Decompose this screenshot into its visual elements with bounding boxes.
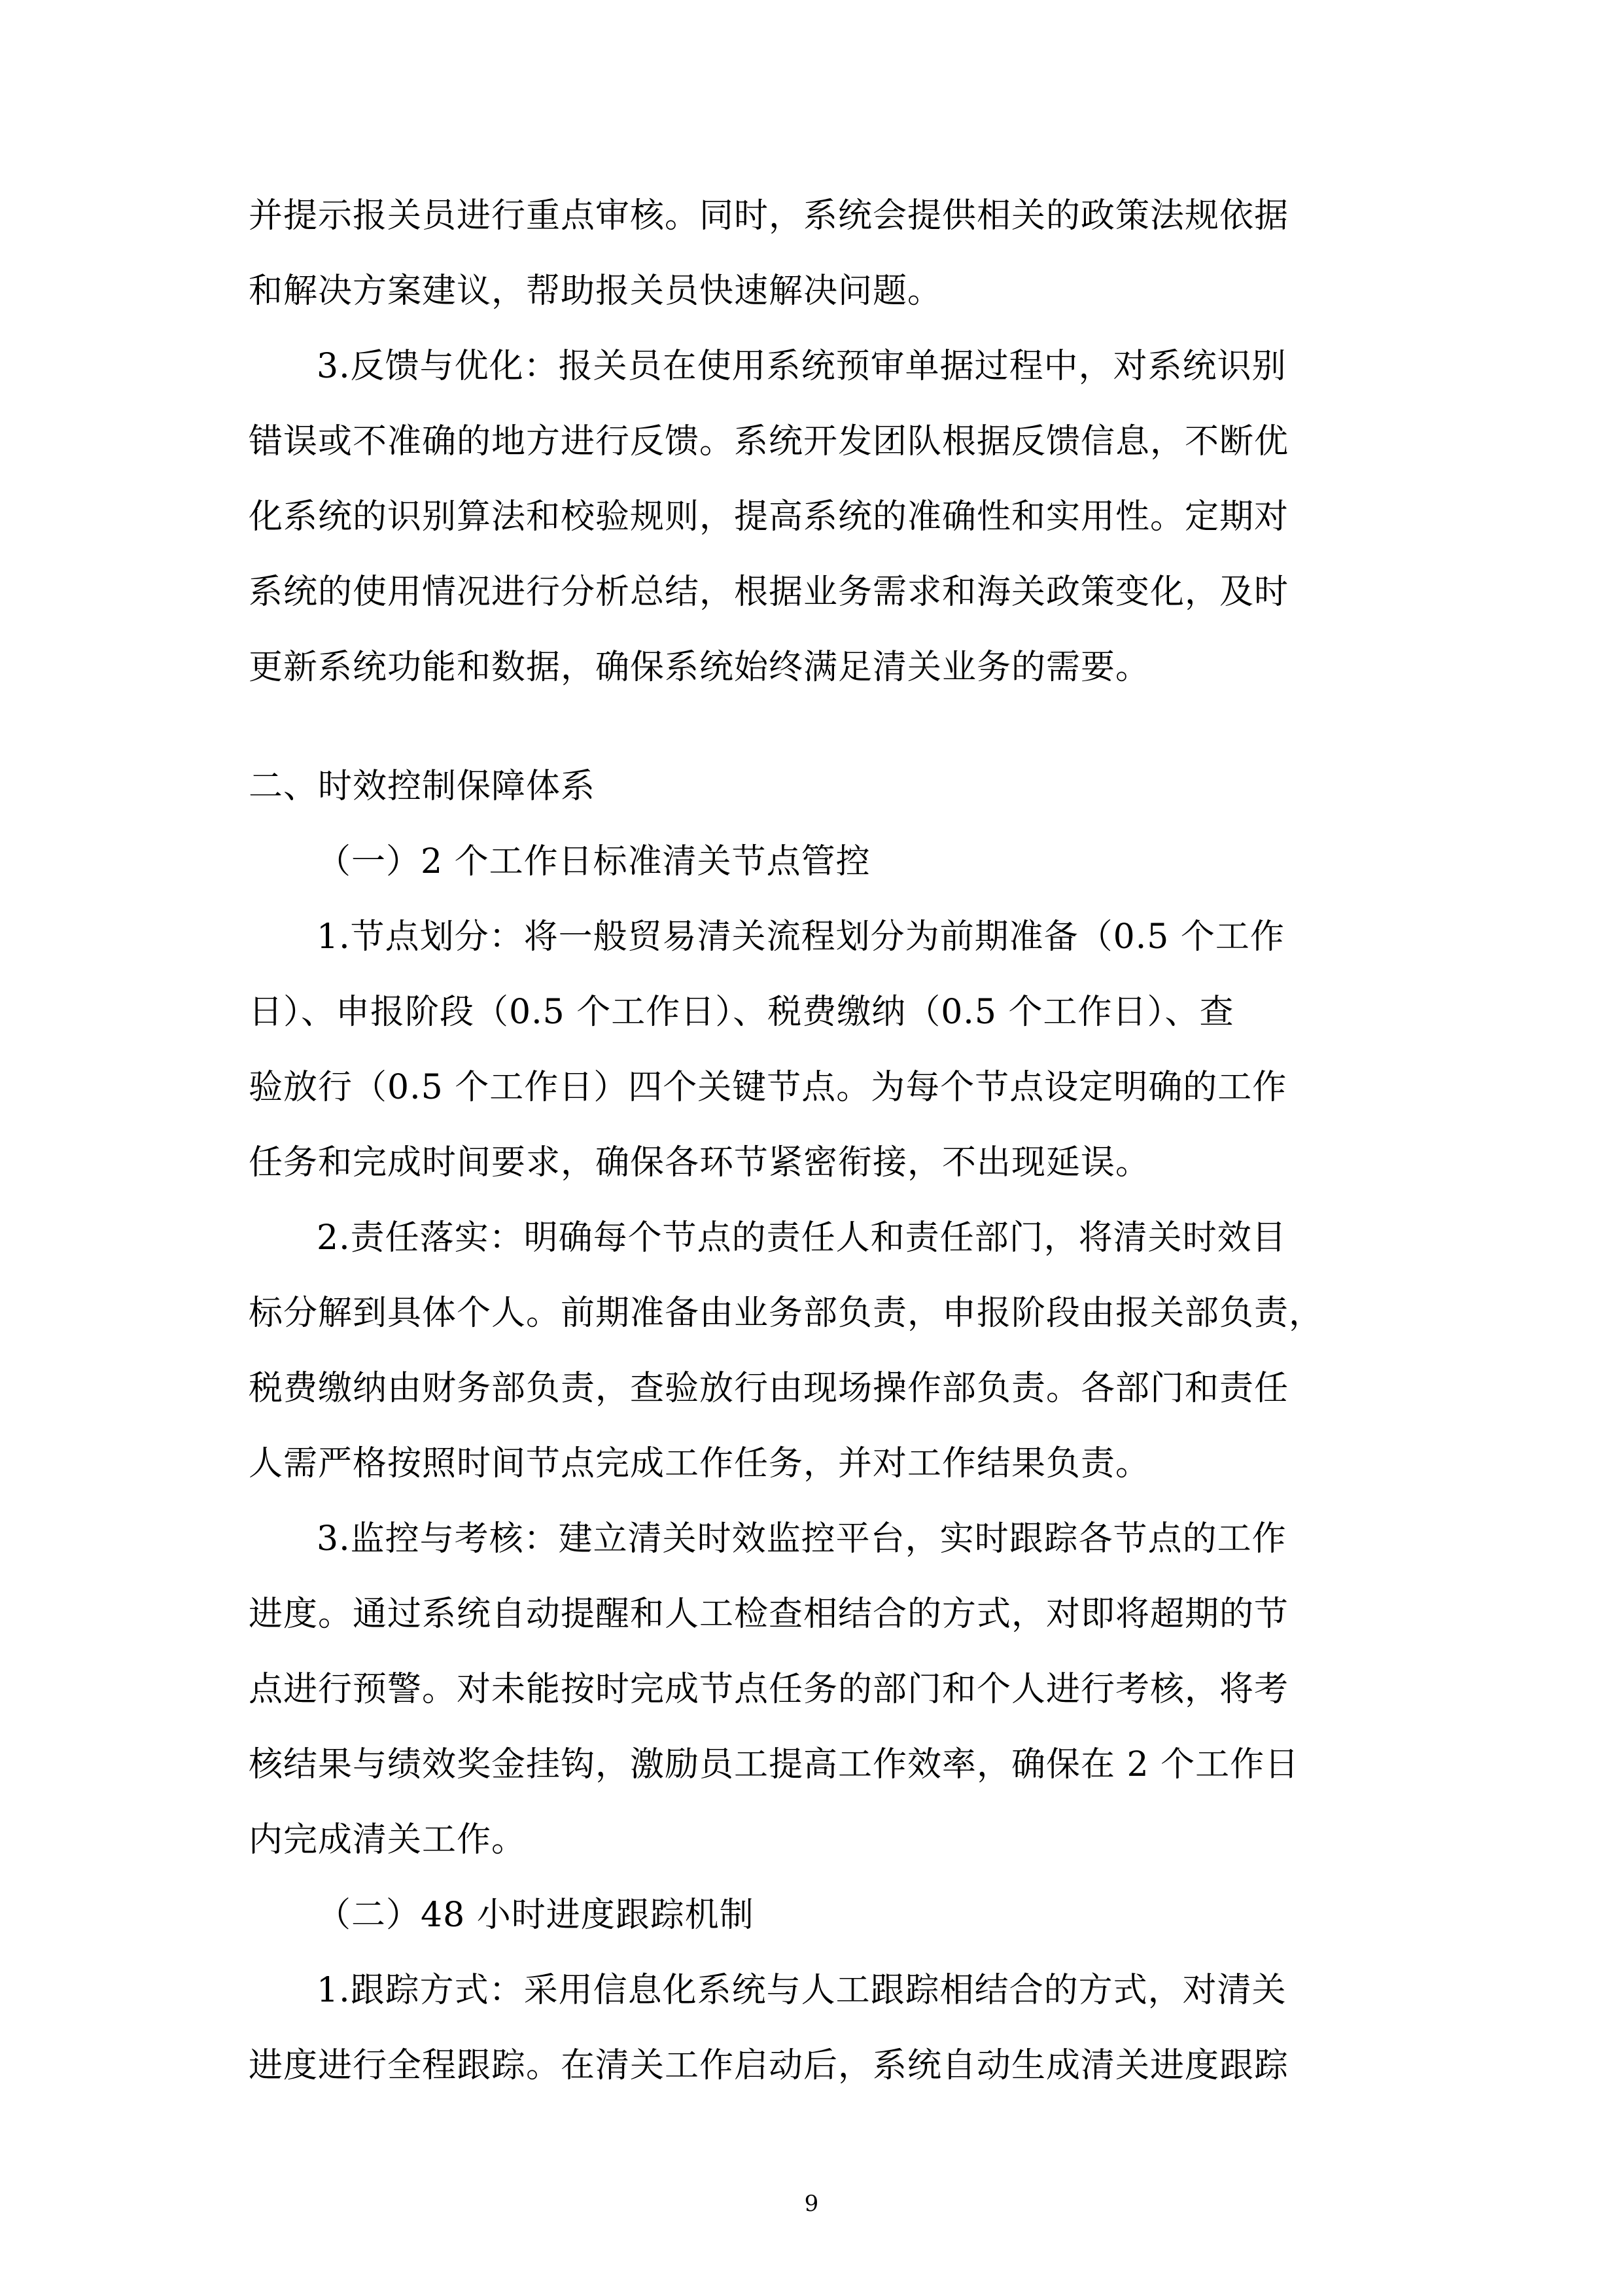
section-heading: 二、时效控制保障体系 [249,767,596,806]
text-line: 验放行（0.5 个工作日）四个关键节点。为每个节点设定明确的工作 [249,1068,1287,1107]
text-line: 1.跟踪方式：采用信息化系统与人工跟踪相结合的方式，对清关 [317,1971,1287,2010]
text-line: 税费缴纳由财务部负责，查验放行由现场操作部负责。各部门和责任 [249,1369,1289,1408]
text-line: 2.责任落实：明确每个节点的责任人和责任部门，将清关时效目 [317,1218,1287,1258]
text-line: 3.监控与考核：建立清关时效监控平台，实时跟踪各节点的工作 [317,1519,1287,1559]
text-line: 点进行预警。对未能按时完成节点任务的部门和个人进行考核，将考 [249,1670,1289,1709]
subsection-heading: （一）2 个工作日标准清关节点管控 [317,842,871,881]
text-line: 日）、申报阶段（0.5 个工作日）、税费缴纳（0.5 个工作日）、查 [249,993,1234,1032]
text-line: 3.反馈与优化：报关员在使用系统预审单据过程中，对系统识别 [317,347,1287,386]
page-number: 9 [804,2191,819,2217]
text-line: 内完成清关工作。 [249,1820,527,1860]
text-line: 标分解到具体个人。前期准备由业务部负责，申报阶段由报关部负责， [249,1294,1324,1333]
text-line: 并提示报关员进行重点审核。同时，系统会提供相关的政策法规依据 [249,196,1289,236]
text-line: 核结果与绩效奖金挂钩，激励员工提高工作效率，确保在 2 个工作日 [249,1745,1300,1784]
text-line: 和解决方案建议，帮助报关员快速解决问题。 [249,272,943,311]
text-line: 进度进行全程跟踪。在清关工作启动后，系统自动生成清关进度跟踪 [249,2046,1289,2085]
text-line: 进度。通过系统自动提醒和人工检查相结合的方式，对即将超期的节 [249,1595,1289,1634]
text-line: 错误或不准确的地方进行反馈。系统开发团队根据反馈信息，不断优 [249,422,1289,461]
text-line: 人需严格按照时间节点完成工作任务，并对工作结果负责。 [249,1444,1151,1483]
text-line: 化系统的识别算法和校验规则，提高系统的准确性和实用性。定期对 [249,497,1289,537]
text-line: 任务和完成时间要求，确保各环节紧密衔接，不出现延误。 [249,1143,1151,1182]
subsection-heading: （二）48 小时进度跟踪机制 [317,1896,754,1935]
text-line: 系统的使用情况进行分析总结，根据业务需求和海关政策变化，及时 [249,573,1289,612]
text-line: 更新系统功能和数据，确保系统始终满足清关业务的需要。 [249,648,1151,687]
text-line: 1.节点划分：将一般贸易清关流程划分为前期准备（0.5 个工作 [317,917,1285,957]
